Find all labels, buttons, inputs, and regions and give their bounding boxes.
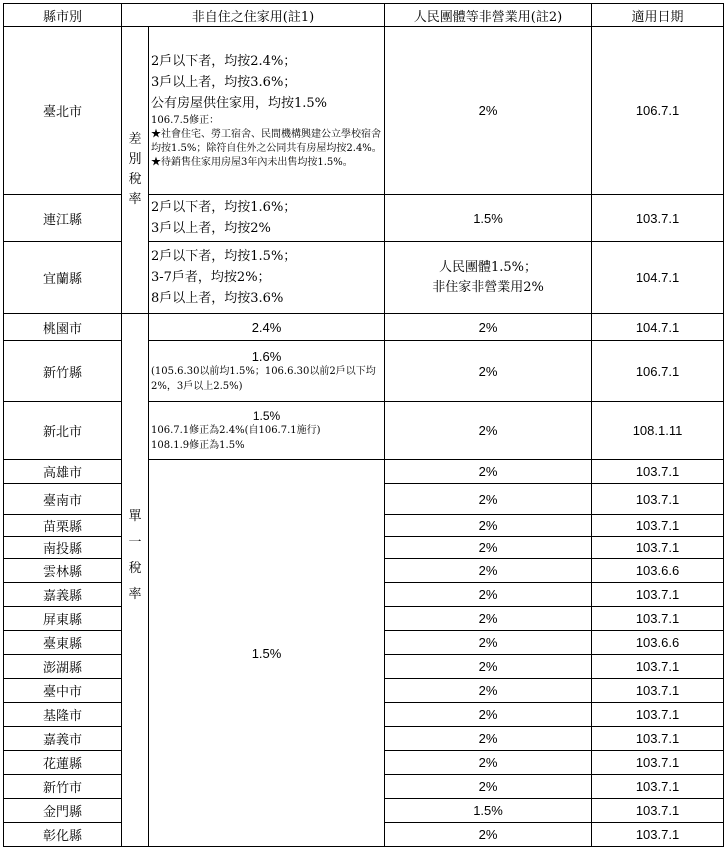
table-row-yilan — [4, 242, 724, 314]
date-cell: 103.7.1 — [592, 460, 724, 484]
rate-line: 8戶以上者，均按3.6% — [151, 291, 284, 306]
table-row-hsinchu-county — [4, 341, 724, 402]
date-cell: 104.7.1 — [592, 314, 724, 341]
nonprofit-cell: 2% — [385, 655, 592, 679]
nonprofit-cell: 2% — [385, 751, 592, 775]
date-cell: 103.7.1 — [592, 679, 724, 703]
differential-rate-text: 差別稅率 — [128, 132, 142, 207]
nonprofit-cell: 2% — [385, 607, 592, 631]
single-rate-label — [122, 314, 149, 847]
nonprofit-cell: 2% — [385, 314, 592, 341]
county-cell: 苗栗縣 — [4, 515, 122, 537]
rate-line: 3-7戶者，均按2%； — [151, 270, 271, 285]
rate-cell — [149, 242, 385, 314]
date-cell: 103.7.1 — [592, 583, 724, 607]
table-row-lienchiang — [4, 195, 724, 242]
table-row-taipei — [4, 27, 724, 195]
rate-cell — [149, 402, 385, 460]
date-cell: 103.7.1 — [592, 537, 724, 559]
county-cell: 雲林縣 — [4, 559, 122, 583]
header-nonprofit: 人民團體等非營業用(註2) — [385, 4, 592, 27]
date-cell: 103.7.1 — [592, 484, 724, 515]
county-cell: 屏東縣 — [4, 607, 122, 631]
rate-cell — [149, 195, 385, 242]
county-cell: 臺南市 — [4, 484, 122, 515]
county-cell: 宜蘭縣 — [4, 242, 122, 314]
county-cell: 彰化縣 — [4, 823, 122, 847]
header-non-self-residential: 非自住之住家用(註1) — [122, 4, 385, 27]
nonprofit-line: 非住家非營業用2% — [432, 279, 544, 295]
rate-value: 1.5% — [252, 408, 281, 423]
nonprofit-cell: 2% — [385, 559, 592, 583]
date-cell: 106.7.1 — [592, 341, 724, 402]
county-cell: 新北市 — [4, 402, 122, 460]
nonprofit-cell: 2% — [385, 341, 592, 402]
date-cell: 103.6.6 — [592, 559, 724, 583]
date-cell: 103.7.1 — [592, 751, 724, 775]
rate-line: 3戶以上者，均按2% — [151, 221, 271, 236]
nonprofit-cell: 2% — [385, 823, 592, 847]
rate-cell: 2.4% — [149, 314, 385, 341]
nonprofit-line: 人民團體1.5%； — [439, 259, 538, 275]
nonprofit-cell: 2% — [385, 537, 592, 559]
nonprofit-cell: 2% — [385, 583, 592, 607]
tax-rate-table — [3, 3, 724, 847]
county-cell: 金門縣 — [4, 799, 122, 823]
amendment-note: ★社會住宅、勞工宿舍、民間機構興建公立學校宿舍均按1.5%；除符自住外之公同共有房屋均按2.4%。 — [151, 129, 382, 154]
nonprofit-cell: 2% — [385, 775, 592, 799]
nonprofit-cell — [385, 242, 592, 314]
header-effective-date: 適用日期 — [592, 4, 724, 27]
county-cell: 新竹縣 — [4, 341, 122, 402]
county-cell: 臺中市 — [4, 679, 122, 703]
single-rate-cell: 1.5% — [149, 460, 385, 847]
date-cell: 104.7.1 — [592, 242, 724, 314]
table-row-taoyuan — [4, 314, 724, 341]
county-cell: 新竹市 — [4, 775, 122, 799]
nonprofit-cell: 2% — [385, 631, 592, 655]
date-cell: 103.7.1 — [592, 655, 724, 679]
rate-note: 108.1.9修正為1.5% — [151, 439, 245, 451]
nonprofit-cell: 2% — [385, 27, 592, 195]
rate-value: 1.6% — [251, 348, 282, 364]
county-cell: 澎湖縣 — [4, 655, 122, 679]
county-cell: 南投縣 — [4, 537, 122, 559]
nonprofit-cell: 2% — [385, 515, 592, 537]
county-cell: 連江縣 — [4, 195, 122, 242]
date-cell: 108.1.11 — [592, 402, 724, 460]
differential-rate-label — [122, 27, 149, 314]
table-row-new-taipei — [4, 402, 724, 460]
rate-line: 2戶以下者，均按1.5%； — [151, 249, 297, 264]
date-cell: 103.7.1 — [592, 703, 724, 727]
county-cell: 桃園市 — [4, 314, 122, 341]
rate-cell — [149, 341, 385, 402]
nonprofit-cell: 1.5% — [385, 195, 592, 242]
county-cell: 基隆市 — [4, 703, 122, 727]
header-row — [4, 4, 724, 27]
rate-note: (105.6.30以前均1.5%；106.6.30以前2戶以下均2%，3戶以上2.5%) — [151, 365, 376, 392]
rate-line: 2戶以下者，均按2.4%； — [151, 54, 297, 69]
table-row — [4, 460, 724, 484]
date-cell: 106.7.1 — [592, 27, 724, 195]
date-cell: 103.7.1 — [592, 195, 724, 242]
nonprofit-cell: 2% — [385, 402, 592, 460]
county-cell: 嘉義市 — [4, 727, 122, 751]
date-cell: 103.7.1 — [592, 515, 724, 537]
nonprofit-cell: 2% — [385, 679, 592, 703]
single-rate-text: 單一稅率 — [128, 509, 142, 602]
date-cell: 103.7.1 — [592, 799, 724, 823]
nonprofit-cell: 2% — [385, 484, 592, 515]
amendment-note: ★待銷售住家用房屋3年內未出售均按1.5%。 — [151, 157, 353, 168]
county-cell: 臺北市 — [4, 27, 122, 195]
date-cell: 103.7.1 — [592, 607, 724, 631]
nonprofit-cell: 2% — [385, 727, 592, 751]
nonprofit-cell: 1.5% — [385, 799, 592, 823]
rate-note: 106.7.1修正為2.4%(自106.7.1施行) — [151, 424, 321, 436]
rate-line: 3戶以上者，均按3.6%； — [151, 75, 297, 90]
date-cell: 103.6.6 — [592, 631, 724, 655]
county-cell: 嘉義縣 — [4, 583, 122, 607]
date-cell: 103.7.1 — [592, 823, 724, 847]
nonprofit-cell: 2% — [385, 703, 592, 727]
nonprofit-cell: 2% — [385, 460, 592, 484]
rate-cell — [149, 27, 385, 195]
amendment-title: 106.7.5修正： — [151, 115, 220, 126]
county-cell: 高雄市 — [4, 460, 122, 484]
date-cell: 103.7.1 — [592, 727, 724, 751]
county-cell: 臺東縣 — [4, 631, 122, 655]
rate-line: 2戶以下者，均按1.6%； — [151, 200, 297, 215]
county-cell: 花蓮縣 — [4, 751, 122, 775]
date-cell: 103.7.1 — [592, 775, 724, 799]
rate-line: 公有房屋供住家用，均按1.5% — [151, 96, 328, 111]
header-county: 縣市別 — [4, 4, 122, 27]
